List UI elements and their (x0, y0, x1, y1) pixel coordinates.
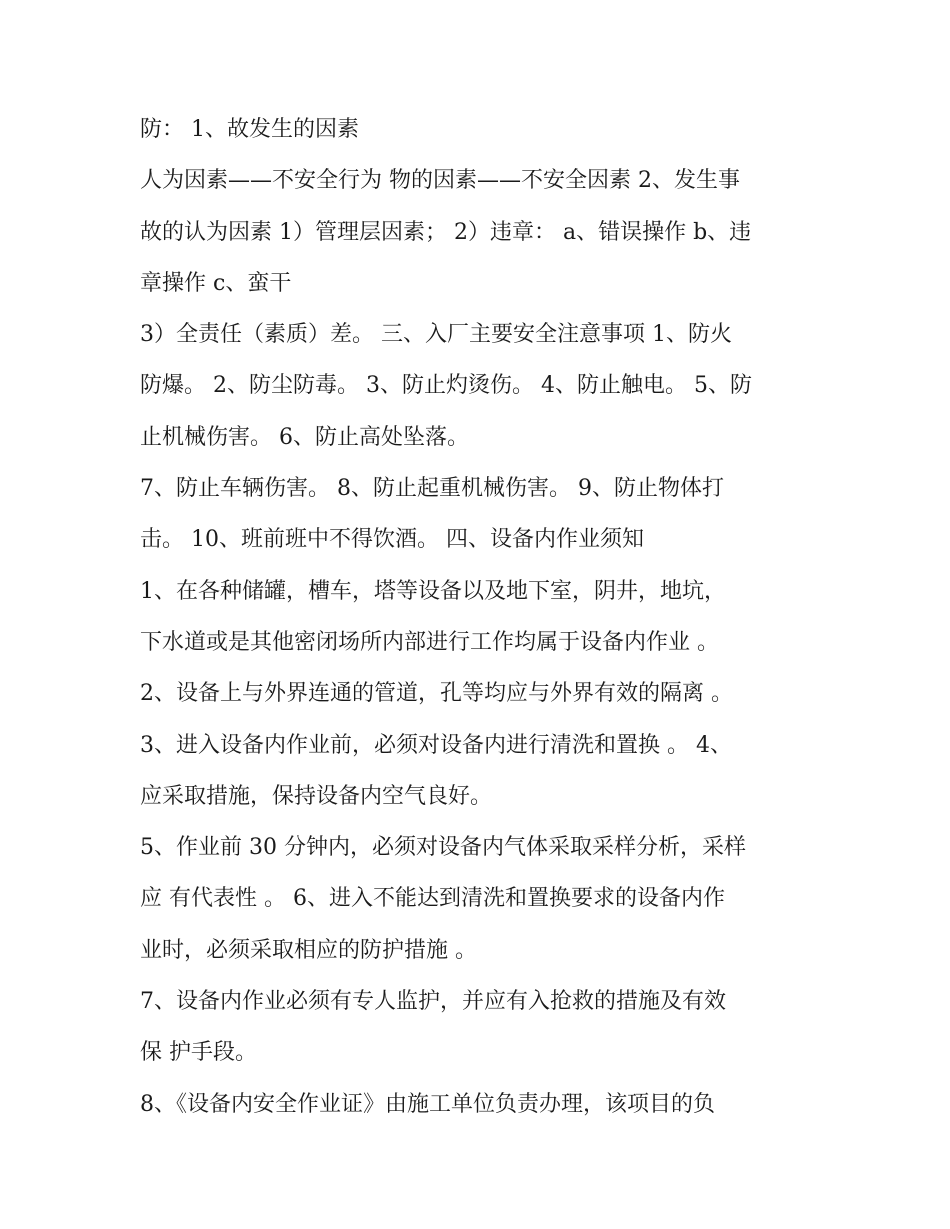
text-line-17: 业时，必须采取相应的防护措施 。 (140, 937, 477, 963)
text-line-16: 应 有代表性 。 6、进入不能达到清洗和置换要求的设备内作 (140, 886, 725, 912)
text-line-8: 7、防止车辆伤害。 8、防止起重机械伤害。 9、防止物体打 (140, 476, 724, 502)
text-line-4: 章操作 c、蛮干 (140, 270, 292, 296)
text-line-11: 下水道或是其他密闭场所内部进行工作均属于设备内作业 。 (140, 629, 719, 655)
text-line-3: 故的认为因素 1）管理层因素； 2）违章： a、错误操作 b、违 (140, 219, 752, 245)
text-line-2: 人为因素——不安全行为 物的因素——不安全因素 2、发生事 (140, 168, 740, 194)
text-line-18: 7、设备内作业必须有专人监护，并应有入抢救的措施及有效 (140, 989, 726, 1015)
text-line-15: 5、作业前 30 分钟内，必须对设备内气体采取采样分析，采样 (140, 835, 746, 861)
text-line-5: 3）全责任（素质）差。 三、入厂主要安全注意事项 1、防火 (140, 322, 732, 348)
text-line-6: 防爆。 2、防尘防毒。 3、防止灼烫伤。 4、防止触电。 5、防 (140, 373, 752, 399)
text-line-19: 保 护手段。 (140, 1040, 257, 1066)
text-line-10: 1、在各种储罐，槽车，塔等设备以及地下室，阴井，地坑， (140, 578, 726, 604)
text-line-13: 3、进入设备内作业前，必须对设备内进行清洗和置换 。 4、 (140, 732, 732, 758)
text-line-9: 击。 10、班前班中不得饮酒。 四、设备内作业须知 (140, 527, 644, 553)
text-line-12: 2、设备上与外界连通的管道，孔等均应与外界有效的隔离 。 (140, 681, 733, 707)
text-line-1: 防： 1、故发生的因素 (140, 117, 359, 142)
text-line-7: 止机械伤害。 6、防止高处坠落。 (140, 424, 469, 450)
body-text (140, 108, 820, 1134)
text-line-20: 8、《设备内安全作业证》由施工单位负责办理，该项目的负 (140, 1091, 715, 1117)
text-line-14: 应采取措施，保持设备内空气良好。 (140, 783, 493, 809)
